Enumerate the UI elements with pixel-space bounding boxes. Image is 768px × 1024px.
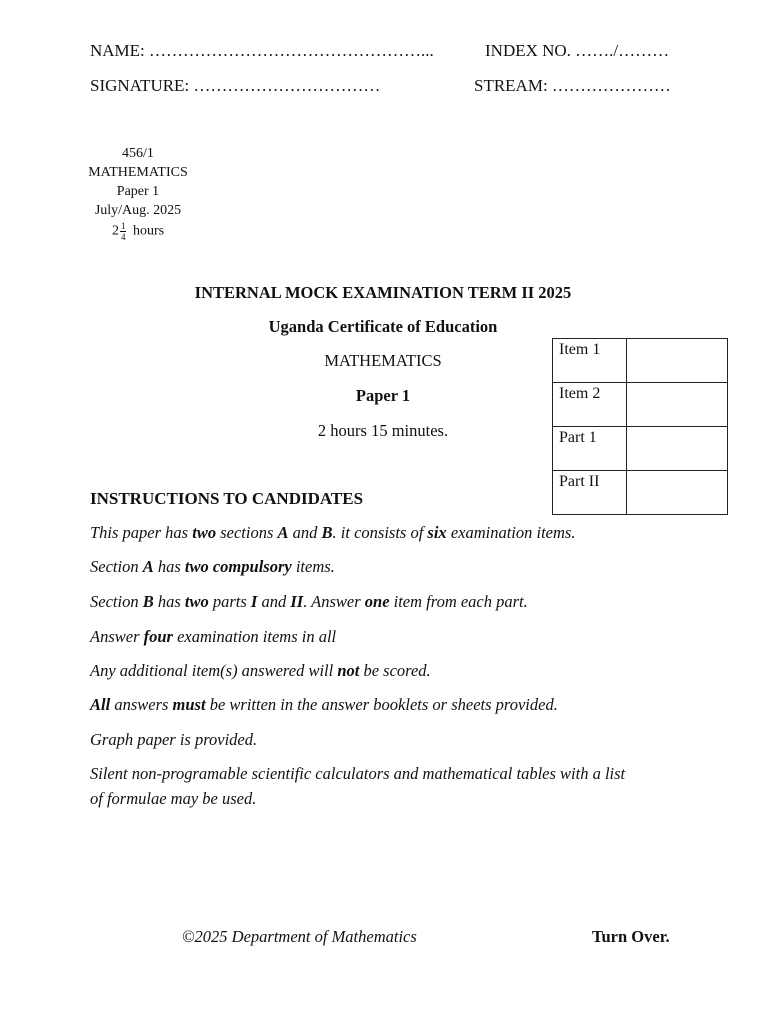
instructions-heading: INSTRUCTIONS TO CANDIDATES <box>90 489 364 508</box>
table-row <box>553 383 728 427</box>
instruction-line-1: This paper has two sections A and B. it consists of six examination items. <box>90 523 576 542</box>
instruction-line-8b: of formulae may be used. <box>90 789 257 808</box>
score-cell[interactable] <box>627 427 728 471</box>
score-row-label: Item 2 <box>553 383 627 427</box>
duration-fraction <box>120 221 127 242</box>
table-row <box>553 339 728 383</box>
duration-unit: hours <box>132 223 165 239</box>
name-field-label: NAME: …………………………………………... <box>90 41 434 60</box>
score-cell[interactable] <box>627 383 728 427</box>
paper-code: 456/1 <box>122 146 154 161</box>
turn-over-text: Turn Over. <box>592 927 670 946</box>
exam-title: INTERNAL MOCK EXAMINATION TERM II 2025 <box>194 283 572 302</box>
score-cell[interactable] <box>627 471 728 515</box>
paper-duration <box>60 221 216 242</box>
table-row <box>553 427 728 471</box>
duration-title: 2 hours 15 minutes. <box>317 421 449 440</box>
instruction-line-3: Section B has two parts I and II. Answer one item from each part. <box>90 592 528 611</box>
paper-number: Paper 1 <box>116 184 160 199</box>
duration-whole: 2 <box>111 223 119 239</box>
duration-denominator: 4 <box>120 232 126 242</box>
instruction-line-2: Section A has two compulsory items. <box>90 557 335 576</box>
paper-date: July/Aug. 2025 <box>94 203 182 218</box>
duration-numerator: 1 <box>120 221 126 231</box>
stream-field-label: STREAM: ………………… <box>474 76 671 95</box>
score-row-label: Part 1 <box>553 427 627 471</box>
certificate-title: Uganda Certificate of Education <box>268 317 498 336</box>
instruction-line-6: All answers must be written in the answer booklets or sheets provided. <box>90 695 558 714</box>
instruction-line-7: Graph paper is provided. <box>90 730 258 749</box>
table-row <box>553 471 728 515</box>
subject-title: MATHEMATICS <box>324 351 442 370</box>
instruction-line-4: Answer four examination items in all <box>90 627 337 646</box>
paper-title: Paper 1 <box>355 386 411 405</box>
score-row-label: Part II <box>553 471 627 515</box>
score-cell[interactable] <box>627 339 728 383</box>
paper-meta-block <box>60 144 216 242</box>
paper-subject: MATHEMATICS <box>88 165 188 180</box>
copyright-text: ©2025 Department of Mathematics <box>182 927 417 946</box>
index-number-field-label: INDEX NO. ……./……… <box>485 41 670 60</box>
signature-field-label: SIGNATURE: …………………………… <box>90 76 381 95</box>
score-table <box>552 338 728 515</box>
instruction-line-8a: Silent non-programable scientific calculators and mathematical tables with a list <box>90 764 626 783</box>
score-row-label: Item 1 <box>553 339 627 383</box>
instruction-line-5: Any additional item(s) answered will not be scored. <box>90 661 431 680</box>
